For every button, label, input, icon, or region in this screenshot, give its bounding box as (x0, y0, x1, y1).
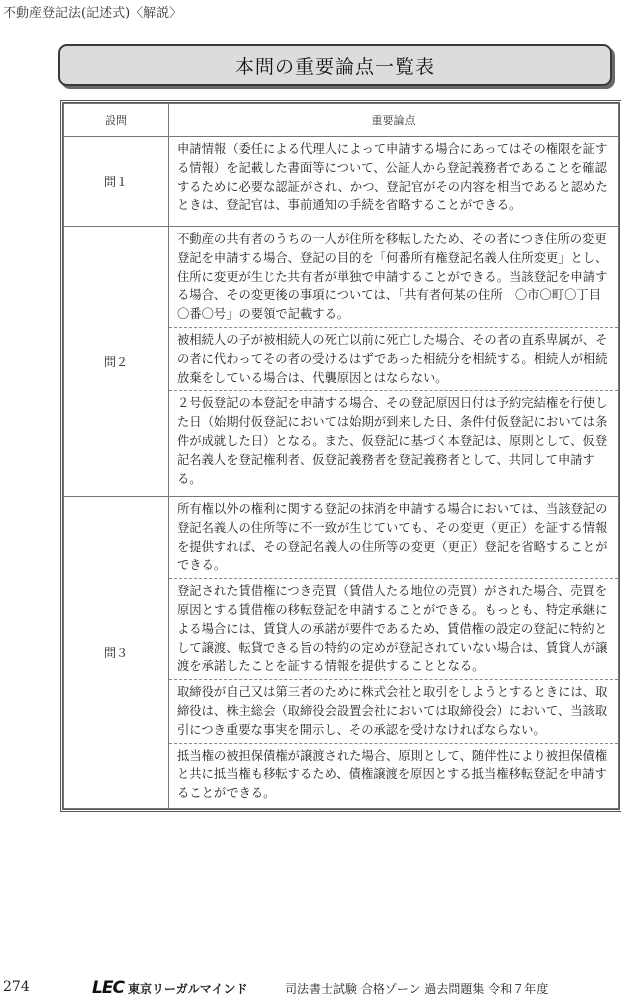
points-cell (169, 227, 619, 497)
running-head: 不動産登記法(記述式)〈解説〉 (3, 6, 183, 21)
key-issue-text: 登記された賃借権につき売買（賃借人たる地位の売買）がされた場合、売買を原因とする賃借権の移転登記を申請することができる。もっとも、特定承継による場合には、賃貸人の承諾が要件であるため、賃借権の設定の登記に特約として譲渡、転貸できる旨の特約の定めが登記されていない場合は、賃貸人が譲渡を承諾したことを証する情報を提供することとなる。 (169, 579, 618, 680)
publisher-logo: LEC (92, 978, 124, 998)
key-issue-text: ２号仮登記の本登記を申請する場合、その登記原因日付は予約完結権を行使した日（始期付仮登記においては始期が到来した日、条件付仮登記においては条件が成就した日）となる。また、仮登記に基づく本登記は、原則として、仮登記名義人を登記権利者、仮登記義務者を登記義務者として、共同して申請する。 (177, 396, 608, 486)
key-issue-text: 取締役が自己又は第三者のために株式会社と取引をしようとするときには、取締役は、株主総会（取締役会設置会社においては取締役会）において、当該取引につき重要な事実を開示し、その承認を受けなければならない。 (169, 680, 618, 743)
key-issue-text: 被相続人の子が被相続人の死亡以前に死亡した場合、その者の直系卑属が、その者に代わってその者の受けるはずであった相続分を相続する。相続人が相続放棄をしている場合は、代襲原因とはならない。 (169, 328, 618, 391)
column-header-question: 設問 (64, 104, 169, 137)
key-issues-table-frame (60, 100, 621, 812)
publisher-name: 東京リーガルマインド (128, 982, 248, 996)
key-issues-table (63, 103, 619, 809)
title-box (58, 44, 612, 86)
points-cell (169, 137, 619, 227)
table-row (64, 497, 619, 809)
key-issue-text: 所有権以外の権利に関する登記の抹消を申請する場合においては、当該登記の登記名義人の住所等に不一致が生じていても、その変更（更正）を証する情報を提供すれば、その登記名義人の住所等の変更（更正）登記を省略することができる。 (169, 497, 618, 579)
question-cell: 問２ (64, 227, 169, 497)
table-row (64, 137, 619, 227)
table-row (64, 227, 619, 497)
key-issue-text: 不動産の共有者のうちの一人が住所を移転したため、その者につき住所の変更登記を申請する場合、登記の目的を「何番所有権登記名義人住所変更」とし、住所に変更が生じた共有者が単独で申請することができる。当該登記を申請する場合、その変更後の事項については、「共有者何某の住所 〇市〇町〇丁目〇番〇号」の要領で記載する。 (169, 227, 618, 328)
question-cell: 問１ (64, 137, 169, 227)
page-footer (0, 978, 621, 998)
points-cell (169, 497, 619, 809)
key-issue-text: 抵当権の被担保債権が譲渡された場合、原則として、随伴性により被担保債権と共に抵当権も移転するため、債権譲渡を原因とする抵当権移転登記を申請することができる。 (177, 748, 608, 801)
question-cell: 問３ (64, 497, 169, 809)
page-title: 本問の重要論点一覧表 (234, 55, 435, 78)
column-header-key-issue: 重要論点 (169, 104, 619, 137)
book-title: 司法書士試験 合格ゾーン 過去問題集 令和７年度 (285, 982, 549, 996)
key-issue-text: 申請情報（委任による代理人によって申請する場合にあってはその権限を証する情報）を記載した書面等について、公証人から登記義務者であることを確認するために必要な認証がされ、かつ、登記官がその内容を相当であると認めたときは、登記官は、事前通知の手続を省略することができる。 (177, 142, 608, 213)
table-header-row (64, 104, 619, 137)
page-number: 274 (3, 979, 30, 995)
